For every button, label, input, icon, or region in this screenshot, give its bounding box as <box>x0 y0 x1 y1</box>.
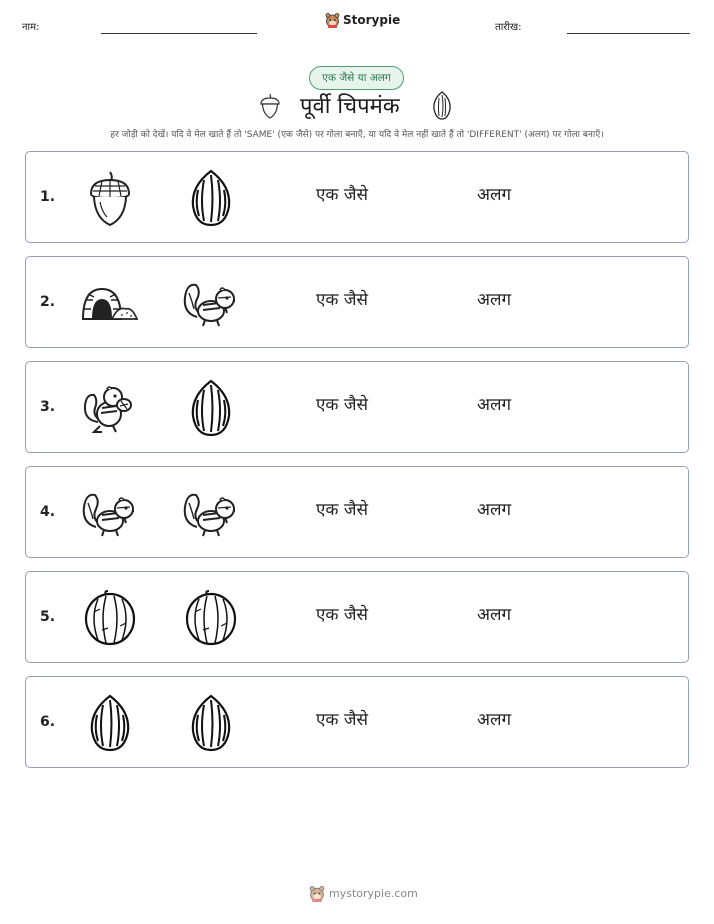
option-same[interactable]: एक जैसे <box>316 500 368 520</box>
option-different[interactable]: अलग <box>477 395 512 415</box>
burrow-icon <box>80 273 140 333</box>
nut-icon <box>80 588 140 648</box>
chipmunk-eating-icon <box>80 378 140 438</box>
row-number: 2. <box>40 294 56 310</box>
storypie-logo-icon <box>309 885 325 902</box>
exercise-row <box>25 676 689 768</box>
option-different[interactable]: अलग <box>477 500 512 520</box>
exercise-row <box>25 571 689 663</box>
row-number: 4. <box>40 504 56 520</box>
worksheet-type-badge: एक जैसे या अलग <box>309 66 404 90</box>
seed-icon <box>432 91 452 121</box>
chipmunk-icon <box>181 483 241 543</box>
row-number: 6. <box>40 714 56 730</box>
option-different[interactable]: अलग <box>477 710 512 730</box>
option-different[interactable]: अलग <box>477 290 512 310</box>
brand <box>325 12 400 28</box>
option-same[interactable]: एक जैसे <box>316 605 368 625</box>
seed-icon <box>181 168 241 228</box>
option-same[interactable]: एक जैसे <box>316 710 368 730</box>
option-different[interactable]: अलग <box>477 185 512 205</box>
row-number: 3. <box>40 399 56 415</box>
exercise-row <box>25 361 689 453</box>
brand-name: Storypie <box>343 13 401 27</box>
exercise-row <box>25 256 689 348</box>
exercise-row <box>25 466 689 558</box>
date-line[interactable] <box>567 33 690 34</box>
page-title: पूर्वी चिपमंक <box>300 94 400 119</box>
instructions: हर जोड़ी को देखें। यदि वे मेल खाते हैं तो 'SAME' (एक जैसे) पर गोला बनाएँ, या यदि वे मेल नहीं खाते हैं तो 'DIFFERENT' (अलग) पर गोला बनाएँ। <box>110 130 604 140</box>
name-line[interactable] <box>101 33 257 34</box>
acorn-icon <box>80 168 140 228</box>
seed-icon <box>80 693 140 753</box>
row-number: 5. <box>40 609 56 625</box>
name-label: नाम: <box>22 22 40 33</box>
footer <box>309 885 418 902</box>
row-number: 1. <box>40 189 56 205</box>
chipmunk-icon <box>80 483 140 543</box>
seed-icon <box>181 693 241 753</box>
chipmunk-icon <box>181 273 241 333</box>
option-same[interactable]: एक जैसे <box>316 395 368 415</box>
seed-icon <box>181 378 241 438</box>
footer-site: mystorypie.com <box>329 887 418 900</box>
option-same[interactable]: एक जैसे <box>316 290 368 310</box>
date-label: तारीख: <box>495 22 522 33</box>
acorn-icon <box>258 92 282 120</box>
nut-icon <box>181 588 241 648</box>
storypie-logo-icon <box>325 12 340 28</box>
option-different[interactable]: अलग <box>477 605 512 625</box>
exercise-row <box>25 151 689 243</box>
option-same[interactable]: एक जैसे <box>316 185 368 205</box>
exercise-list <box>25 151 689 781</box>
